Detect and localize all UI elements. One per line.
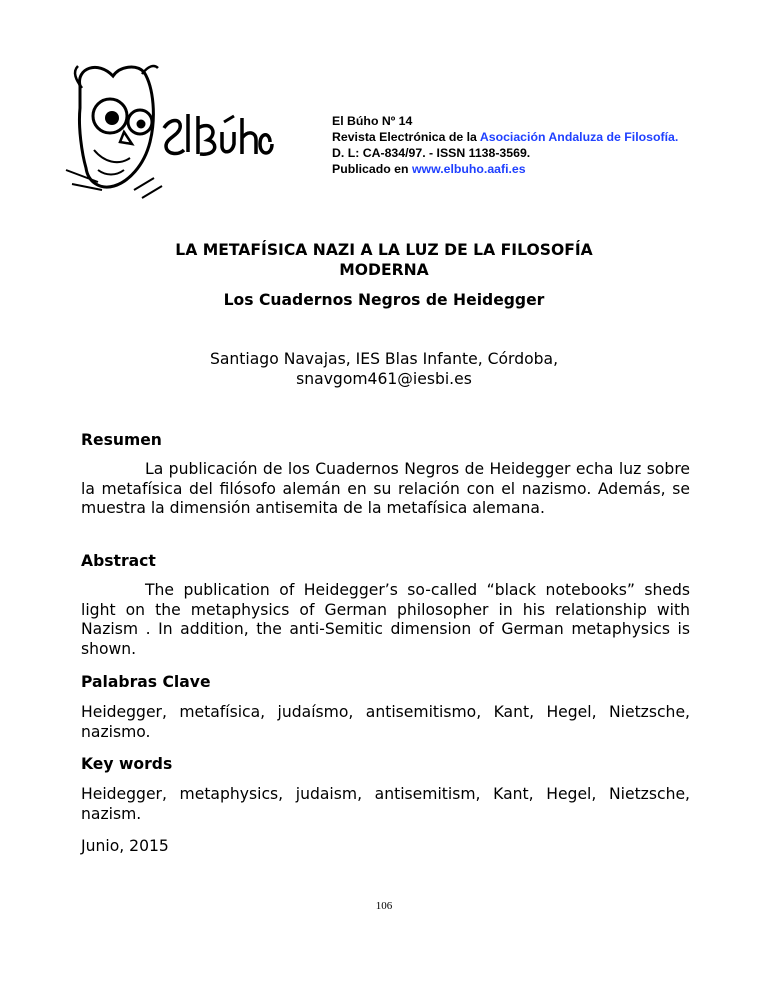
legal-line: D. L: CA-834/97. - ISSN 1138-3569. xyxy=(332,146,531,160)
abstract-heading: Abstract xyxy=(81,552,156,570)
abstract-text: The publication of Heidegger’s so-called “black notebooks” sheds light on the metaphysics of German philosopher in his relationship with Nazism . In addition, the anti-Semitic dimension of German metaphysics is shown. xyxy=(81,581,690,658)
published-line: Publicado en www.elbuho.aafi.es xyxy=(332,162,526,176)
resumen-text: La publicación de los Cuadernos Negros de Heidegger echa luz sobre la metafísica del filósofo alemán en su relación con el nazismo. Además, se muestra la dimensión antisemita de la metafísica alemana. xyxy=(81,460,690,517)
elbuho-logo xyxy=(58,58,278,208)
publication-date: Junio, 2015 xyxy=(81,837,169,855)
palabras-clave-heading: Palabras Clave xyxy=(81,673,211,691)
keywords-text: Heidegger, metaphysics, judaism, antisemitism, Kant, Hegel, Nietzsche, nazism. xyxy=(81,785,690,823)
journal-line: Revista Electrónica de la Asociación Andaluza de Filosofía. xyxy=(332,130,679,144)
association-link[interactable]: Asociación Andaluza de Filosofía. xyxy=(479,130,679,144)
author-email[interactable]: snavgom461@iesbi.es xyxy=(296,370,472,388)
page-number: 106 xyxy=(375,900,393,912)
owl-icon xyxy=(58,58,278,208)
resumen-heading: Resumen xyxy=(81,431,162,449)
issue-line: El Búho Nº 14 xyxy=(332,114,413,128)
author-line: Santiago Navajas, IES Blas Infante, Córdoba, xyxy=(209,350,559,368)
website-link[interactable]: www.elbuho.aafi.es xyxy=(411,162,526,176)
author-block xyxy=(0,349,768,389)
article-subtitle: Los Cuadernos Negros de Heidegger xyxy=(223,291,545,309)
keywords-heading: Key words xyxy=(81,755,173,773)
journal-header xyxy=(332,113,678,177)
palabras-clave-text: Heidegger, metafísica, judaísmo, antisemitismo, Kant, Hegel, Nietzsche, nazismo. xyxy=(81,703,690,741)
article-title: LA METAFÍSICA NAZI A LA LUZ DE LA FILOSOFÍA MODERNA xyxy=(175,241,593,279)
